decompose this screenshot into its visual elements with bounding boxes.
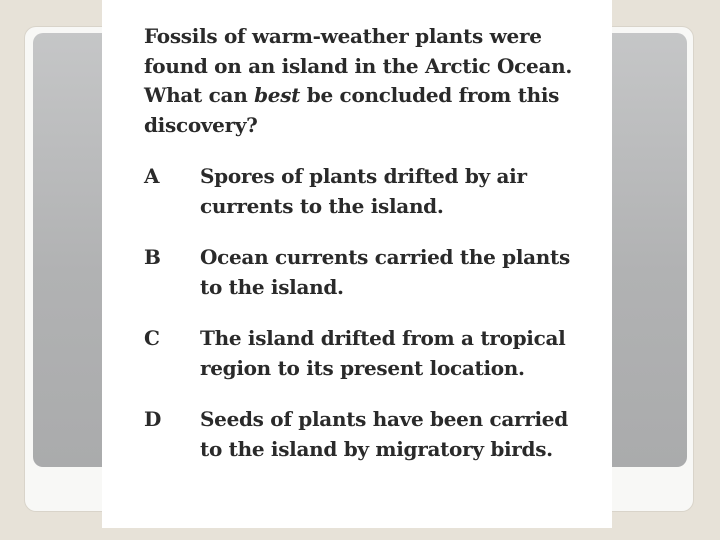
question-stem — [144, 22, 574, 140]
option-letter: D — [144, 407, 162, 431]
question-stem-part1: Fossils of warm-weather plants were found on an island in the Arctic Ocean. What can — [144, 24, 573, 107]
option-letter: C — [144, 326, 160, 350]
option-text: Seeds of plants have been carried to the island by migratory birds. — [200, 407, 568, 461]
option-text: Ocean currents carried the plants to the island. — [200, 245, 570, 299]
question-stem-part2: be concluded from this discovery? — [144, 83, 560, 137]
question-stem-emphasis: best — [254, 83, 301, 107]
question-card — [102, 0, 612, 528]
option-text: Spores of plants drifted by air currents to the island. — [200, 164, 527, 218]
option-letter: A — [144, 164, 160, 188]
option-letter: B — [144, 245, 161, 269]
option-text: The island drifted from a tropical region to its present location. — [200, 326, 566, 380]
